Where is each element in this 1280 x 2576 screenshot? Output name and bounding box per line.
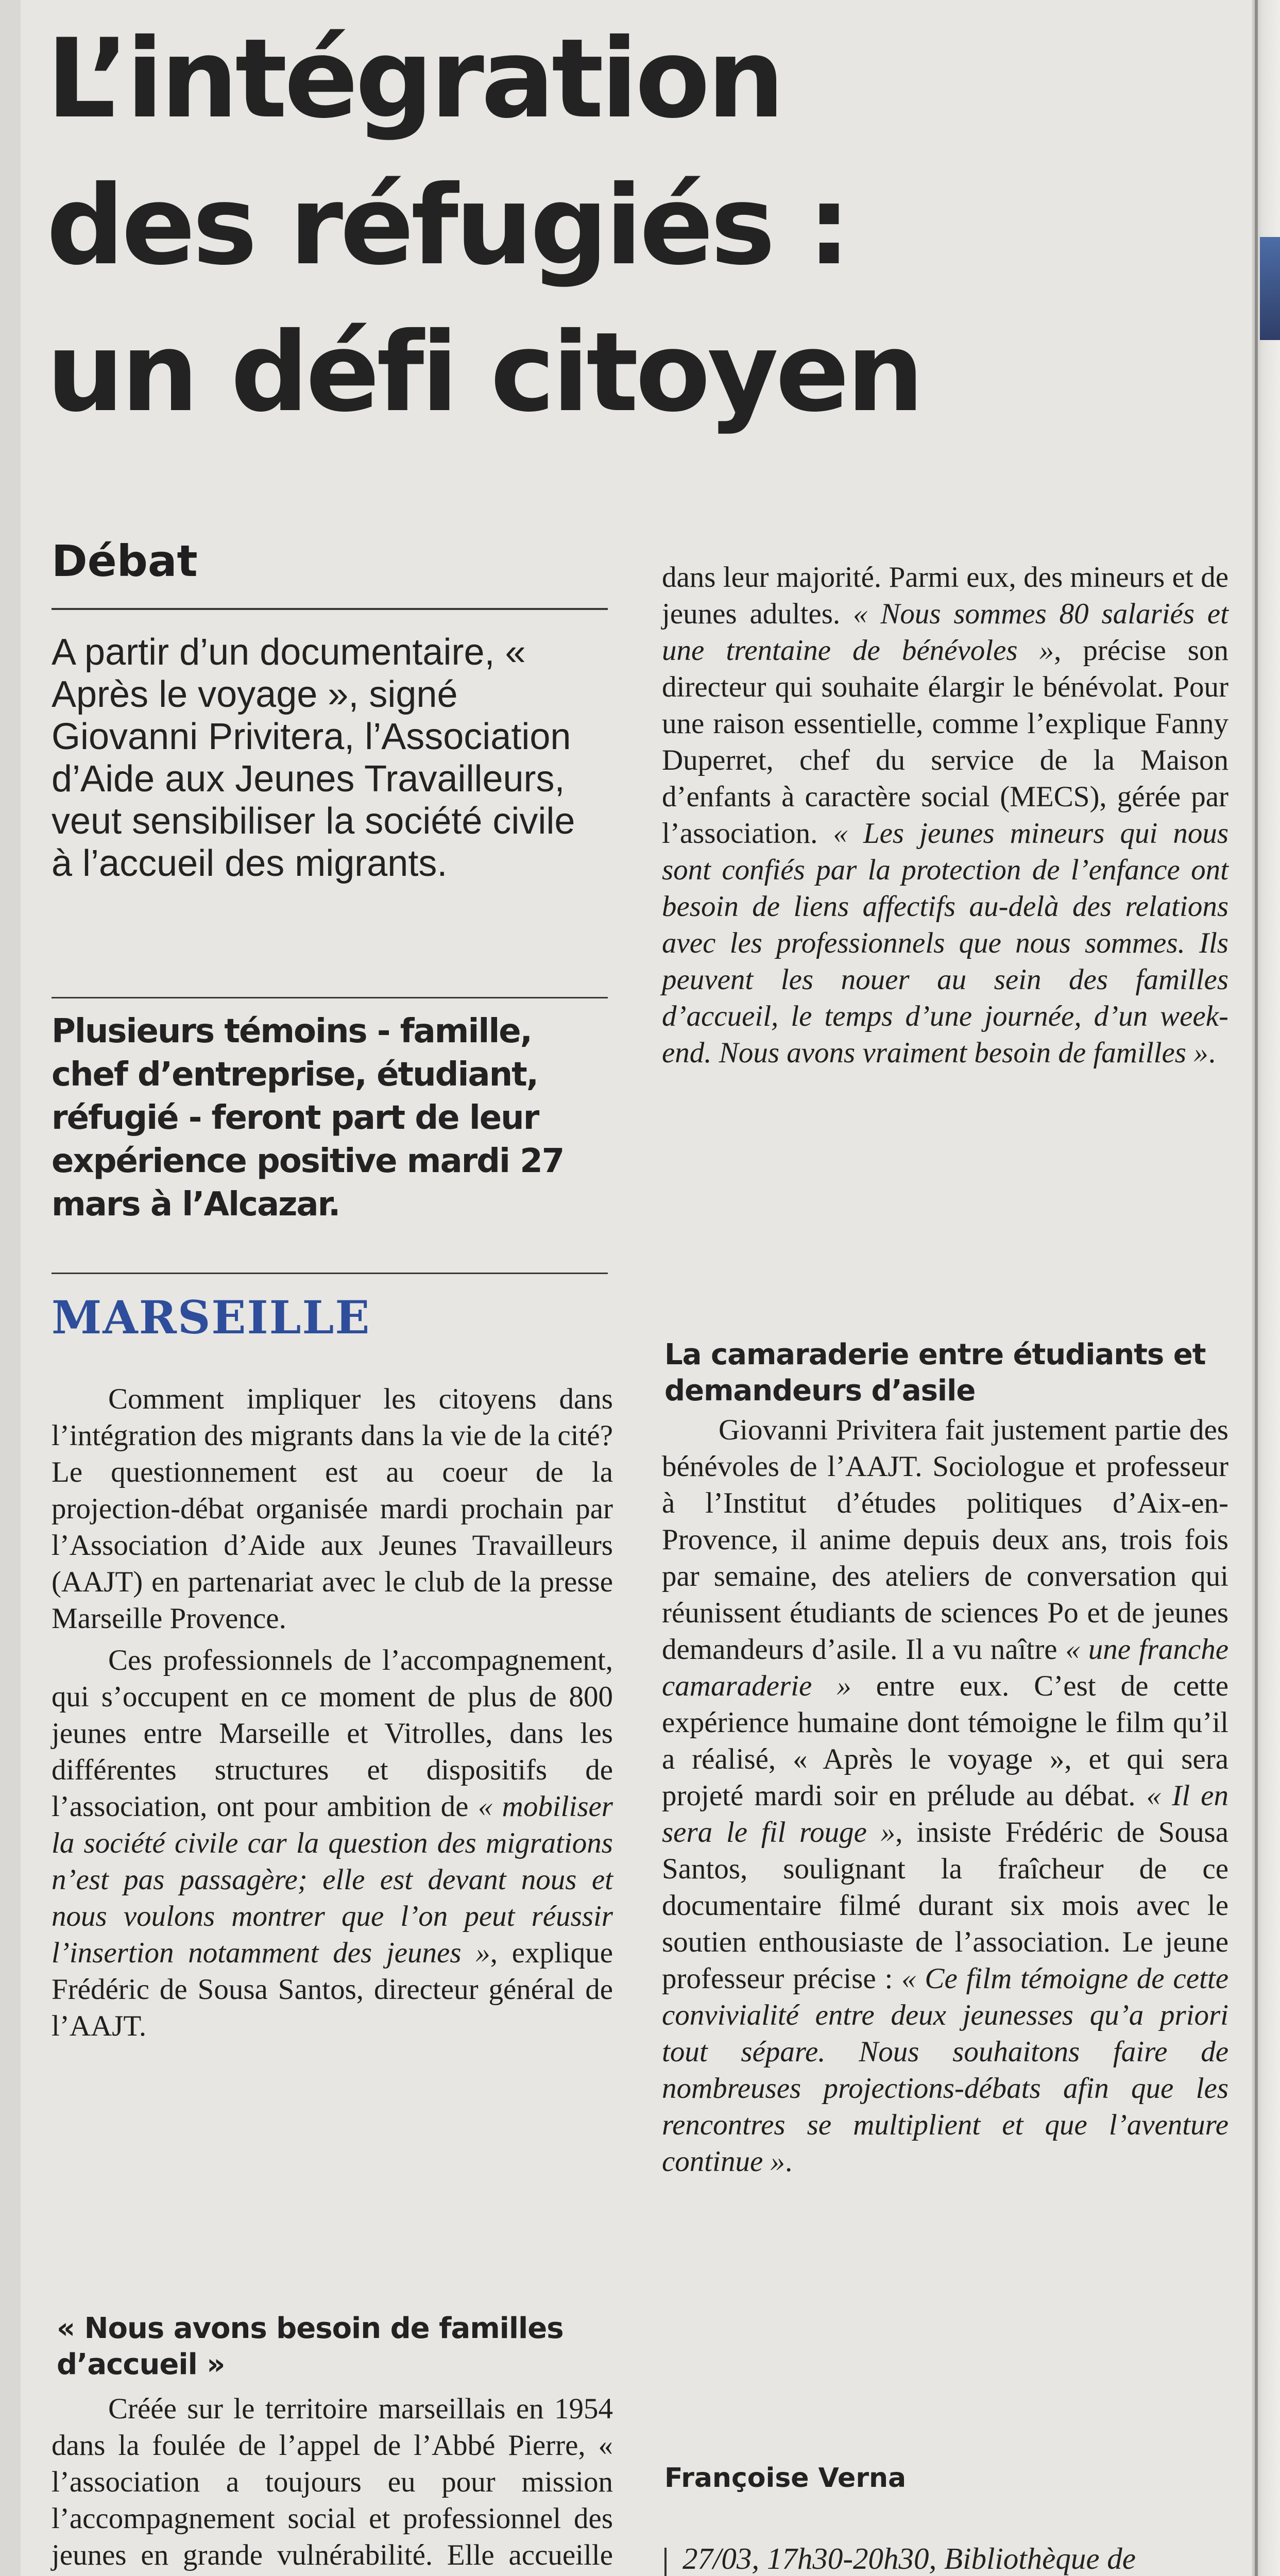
quote: « Il en sera le fil rouge » xyxy=(662,1780,1228,1849)
section-rubric: Débat xyxy=(52,536,198,586)
rubric-rule xyxy=(52,608,608,610)
quote: « Nous sommes 80 salariés et une trentaine de bénévoles » xyxy=(662,598,1228,667)
article-lead: A partir d’un documentaire, « Après le voyage », signé Giovanni Privitera, l’Association d’Aide aux Jeunes Travailleurs, veut sensibiliser la société civile à l’accueil des migrants. xyxy=(52,632,575,884)
headline-line-3: un défi citoyen xyxy=(46,309,921,436)
body-column-right-upper xyxy=(662,559,1228,1071)
body-column-left-lower xyxy=(52,2391,613,2576)
article-headline xyxy=(46,5,1231,446)
event-info xyxy=(672,2540,1228,2576)
body-paragraph: Comment impliquer les citoyens dans l’intégration des migrants dans la vie de la cité? Le questionnement est au coeur de la projection-débat organisée mardi prochain par l’Association d’Aide aux Jeunes Travailleurs (AAJT) en partenariat avec le club de la presse Marseille Provence. xyxy=(52,1383,613,1635)
body-paragraph: Ces professionnels de l’accompagnement, qui s’occupent en ce moment de plus de 800 jeunes entre Marseille et Vitrolles, dans les différentes structures et dispositifs de l’association, ont pour ambition de « mobiliser la société civile car la question des migrations n’est pas passagère; elle est devant nous et nous voulons montrer que l’on peut réussir l’insertion notamment des jeunes », explique Frédéric de Sousa Santos, directeur général de l’AAJT. xyxy=(52,1644,613,2042)
page-fold-line xyxy=(1255,0,1258,2576)
intertitle: « Nous avons besoin de familles d’accueil » xyxy=(57,2312,564,2381)
body-column-left xyxy=(52,1381,613,2044)
summary-rule xyxy=(52,1273,608,1274)
intertitle: La camaraderie entre étudiants et demandeurs d’asile xyxy=(664,1338,1206,1408)
body-paragraph: Créée sur le territoire marseillais en 1954 dans la foulée de l’appel de l’Abbé Pierre, « l’association a toujours eu pour mission l’accompagnement social et professionnel des jeunes en grande vulnérabilité. Elle accueille xyxy=(52,2393,613,2571)
article-summary: Plusieurs témoins - famille, chef d’entreprise, étudiant, réfugié - feront part de leur expérience positive mardi 27 mars à l’Alcazar. xyxy=(52,1012,564,1224)
headline-line-2: des réfugiés : xyxy=(46,162,848,289)
body-paragraph: Giovanni Privitera fait justement partie des bénévoles de l’AAJT. Sociologue et professeur à l’Institut d’études politiques d’Aix-en-Provence, il anime depuis deux ans, trois fois par semaine, des ateliers de conversation qui réunissent étudiants de sciences Po et de jeunes demandeurs d’asile. Il a vu naître « une franche camaraderie » entre eux. C’est de cette expérience humaine dont témoigne le film qu’il a réalisé, « Après le voyage », et qui sera projeté mardi soir en prélude au débat. « Il en sera le fil rouge », insiste Frédéric de Sousa Santos, soulignant la fraîcheur de ce documentaire filmé durant six mois avec le soutien enthousiaste de l’association. Le jeune professeur précise : « Ce film témoigne de cette convivialité entre deux jeunesses qu’a priori tout sépare. Nous souhaitons faire de nombreuses projections-débats afin que les rencontres se multiplient et que l’aventure continue ». xyxy=(662,1414,1229,2178)
info-marker xyxy=(664,2548,667,2576)
body-paragraph: dans leur majorité. Parmi eux, des mineurs et de jeunes adultes. « Nous sommes 80 salariés et une trentaine de bénévoles », précise son directeur qui souhaite élargir le bénévolat. Pour une raison essentielle, comme l’explique Fanny Duperret, chef du service de la Maison d’enfants à caractère social (MECS), gérée par l’association. « Les jeunes mineurs qui nous sont confiés par la protection de l’enfance ont besoin de liens affectifs au-delà des relations avec les professionnels que nous sommes. Ils peuvent les nouer au sein des familles d’accueil, le temps d’une journée, d’un week-end. Nous avons vraiment besoin de familles ». xyxy=(662,561,1228,1069)
body-column-right-lower xyxy=(662,1412,1228,2180)
lead-rule xyxy=(52,997,608,998)
quote: « mobiliser la société civile car la question des migrations n’est pas passagère; elle est devant nous et nous voulons montrer que l’on peut réussir l’insertion notamment des jeunes » xyxy=(52,1790,613,1969)
quote: « Les jeunes mineurs qui nous sont confiés par la protection de l’enfance ont besoin de liens affectifs au-delà des relations avec les professionnels que nous sommes. Ils peuvent les nouer au sein des familles d’accueil, le temps d’une journée, d’un week-end. Nous avons vraiment besoin de familles » xyxy=(662,817,1228,1069)
dateline-city: MARSEILLE xyxy=(52,1291,371,1344)
adjacent-page-fragment xyxy=(1260,237,1280,340)
author-signature: Françoise Verna xyxy=(664,2463,907,2494)
event-details: 27/03, 17h30-20h30, Bibliothèque de xyxy=(682,2541,1136,2575)
quote: « Ce film témoigne de cette convivialité entre deux jeunesses qu’a priori tout sépare. Nous souhaitons faire de nombreuses projections-débats afin que les rencontres se multiplient et que l’aventure continue » xyxy=(662,1962,1228,2178)
quote: « une franche camaraderie » xyxy=(662,1633,1228,1702)
headline-line-1: L’intégration xyxy=(46,15,782,142)
